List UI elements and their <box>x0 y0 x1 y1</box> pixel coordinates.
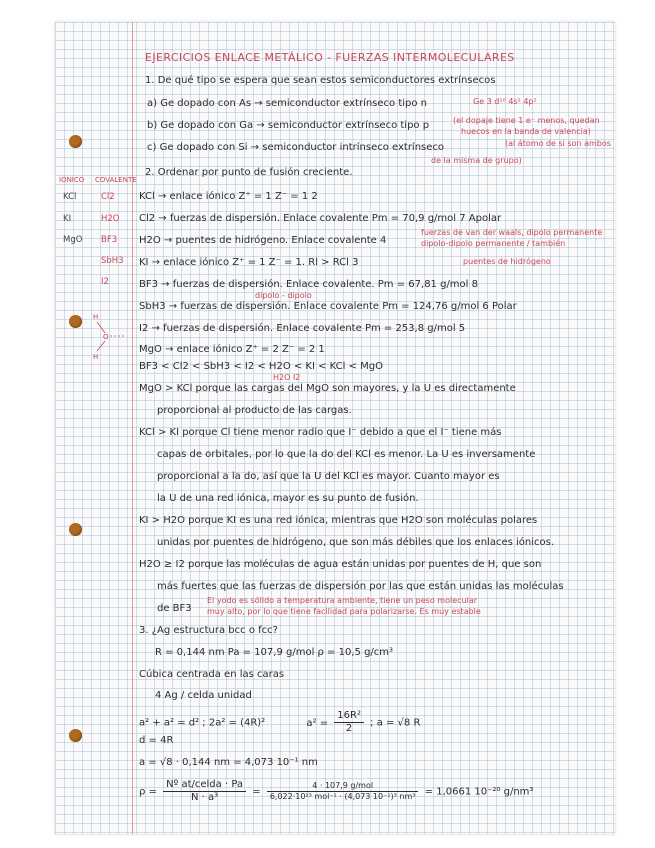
q2-row-kcl: KCl → enlace iónico Z⁺ = 1 Z⁻ = 1 2 <box>139 191 318 202</box>
q2-expl-4: capas de orbitales, por lo que la do del KCl es menor. La U es inversamente <box>157 449 536 460</box>
q2-order: BF3 < Cl2 < SbH3 < I2 < H2O < KI < KCl < MgO <box>139 361 384 372</box>
q1-b-note-1: (el dopaje tiene 1 e⁻ menos, quedan <box>453 116 600 125</box>
q3-rho-fraction-2 <box>267 781 419 802</box>
q3-data: R = 0,144 nm Pa = 107,9 g/mol ρ = 10,5 g/cm³ <box>155 647 394 658</box>
q3-eq1-left: a² + a² = d² ; 2a² = (4R)² <box>139 717 266 729</box>
side-ki: KI <box>63 214 72 224</box>
side-h2o: H2O <box>101 214 120 224</box>
q2-row-cl2: Cl2 → fuerzas de dispersión. Enlace covalente Pm = 70,9 g/mol 7 Apolar <box>139 213 502 224</box>
svg-text:O: O <box>103 333 109 341</box>
side-header-ionico: IONICO <box>59 176 85 184</box>
q3-eq1-fraction <box>334 710 364 735</box>
q2-expl-8: unidas por puentes de hidrógeno, que son más débiles que los enlaces iónicos. <box>157 537 554 548</box>
water-molecule-sketch-icon <box>85 307 133 365</box>
q2-note-ki: puentes de hidrógeno <box>463 257 551 266</box>
q2-order-labels: H2O I2 <box>273 373 301 382</box>
binder-hole <box>69 315 82 328</box>
q3-rho-lhs: ρ = <box>139 786 157 798</box>
q3-rho-num2: 4 · 107,9 g/mol <box>267 781 419 792</box>
q3-question: 3. ¿Ag estructura bcc o fcc? <box>139 625 278 636</box>
q3-rho-eq: = <box>252 786 261 798</box>
q2-red-note-1: El yodo es sólido a temperatura ambiente, tiene un peso molecular <box>207 596 478 605</box>
q2-row-mgo: MgO → enlace iónico Z⁺ = 2 Z⁻ = 2 1 <box>139 344 325 355</box>
q2-red-note-2: muy alto, por lo que tiene facilidad para polarizarse. Es muy estable <box>207 607 481 616</box>
q3-eq1-num: 16R² <box>334 710 364 723</box>
q1-b-note-2: huecos en la banda de valencia) <box>461 127 591 136</box>
q2-row-h2o: H2O → puentes de hidrógeno. Enlace covalente 4 <box>139 235 387 246</box>
q2-expl-5: proporcional a la do, así que la U del KCl es mayor. Cuanto mayor es <box>157 471 500 482</box>
notebook-page <box>55 22 615 834</box>
binder-hole <box>69 729 82 742</box>
q3-cubic: Cúbica centrada en las caras <box>139 669 285 680</box>
q3-rho-den: N · a³ <box>190 792 219 803</box>
side-sbh3: SbH3 <box>101 256 124 266</box>
q3-rho <box>139 779 533 804</box>
binder-hole <box>69 523 82 536</box>
side-mgo: MgO <box>63 235 83 245</box>
binder-hole <box>69 135 82 148</box>
q3-rho-res: = 1,0661 10⁻²⁰ g/nm³ <box>424 786 534 798</box>
q3-rho-fraction-1 <box>163 779 246 804</box>
q1-c-note-1: (al átomo de si son ambos <box>505 139 611 148</box>
q2-note-h2o-1: fuerzas de van der waals, dipolo permanente <box>421 228 603 237</box>
q3-eq1-den: 2 <box>345 723 353 734</box>
q3-rho-den2: 6,022·10²³ mol⁻¹ · (4,073 10⁻¹)³ nm³ <box>269 792 416 801</box>
q2-expl-1: MgO > KCl porque las cargas del MgO son mayores, y la U es directamente <box>139 383 516 394</box>
q2-expl-9: H2O ≥ I2 porque las moléculas de agua están unidas por puentes de H, que son <box>139 559 542 570</box>
q3-atoms: 4 Ag / celda unidad <box>155 690 252 701</box>
svg-text:H: H <box>93 353 99 361</box>
q2-expl-7: KI > H2O porque KI es una red iónica, mientras que H2O son moléculas polares <box>139 515 538 526</box>
q2-row-i2: I2 → fuerzas de dispersión. Enlace covalente Pm = 253,8 g/mol 5 <box>139 323 466 334</box>
q1-c: c) Ge dopado con Si → semiconductor intrínseco extrínseco <box>147 142 445 153</box>
side-i2: I2 <box>101 277 109 287</box>
q2-question: 2. Ordenar por punto de fusión creciente. <box>145 167 353 178</box>
q3-d-eq: d = 4R <box>139 735 174 746</box>
svg-text:H: H <box>93 313 99 321</box>
q2-row-ki: KI → enlace iónico Z⁺ = 1 Z⁻ = 1. Rl > RCl 3 <box>139 257 359 268</box>
q1-c-note-2: de la misma de grupo) <box>431 156 522 165</box>
q3-eq1 <box>139 710 420 735</box>
q3-a-eq: a = √8 · 0,144 nm = 4,073 10⁻¹ nm <box>139 757 318 768</box>
q3-eq1-a: a² = <box>306 717 329 729</box>
q2-expl-2: proporcional al producto de las cargas. <box>157 405 352 416</box>
q1-b: b) Ge dopado con Ga → semiconductor extrínseco tipo p <box>147 120 430 131</box>
page-title: EJERCICIOS ENLACE METÁLICO - FUERZAS INTERMOLECULARES <box>145 51 515 64</box>
q3-rho-num: Nº at/celda · Pa <box>163 779 246 792</box>
margin-line <box>132 22 133 834</box>
q2-row-bf3: BF3 → fuerzas de dispersión. Enlace covalente. Pm = 67,81 g/mol 8 <box>139 279 478 290</box>
q2-note-sbh3: dipolo - dipolo <box>255 291 312 300</box>
q2-row-sbh3: SbH3 → fuerzas de dispersión. Enlace covalente Pm = 124,76 g/mol 6 Polar <box>139 301 517 312</box>
q2-note-h2o-2: dipolo-dipolo permanente / también <box>421 239 566 248</box>
side-header-covalente: COVALENTE <box>95 176 137 184</box>
q2-expl-11: de BF3 <box>157 603 192 614</box>
q1-config: Ge 3 d¹⁰ 4s² 4p² <box>473 97 537 106</box>
q3-eq1-res: ; a = √8 R <box>370 717 421 729</box>
side-bf3: BF3 <box>101 235 118 245</box>
side-cl2: Cl2 <box>101 192 115 202</box>
q1-question: 1. De qué tipo se espera que sean estos semiconductores extrínsecos <box>145 75 496 86</box>
side-kcl: KCl <box>63 192 77 202</box>
q2-expl-3: KCl > KI porque Cl tiene menor radio que I⁻ debido a que el I⁻ tiene más <box>139 427 502 438</box>
q2-expl-6: la U de una red iónica, mayor es su punto de fusión. <box>157 493 419 504</box>
q2-expl-10: más fuertes que las fuerzas de dispersión por las que están unidas las moléculas <box>157 581 564 592</box>
q1-a: a) Ge dopado con As → semiconductor extrínseco tipo n <box>147 98 428 109</box>
